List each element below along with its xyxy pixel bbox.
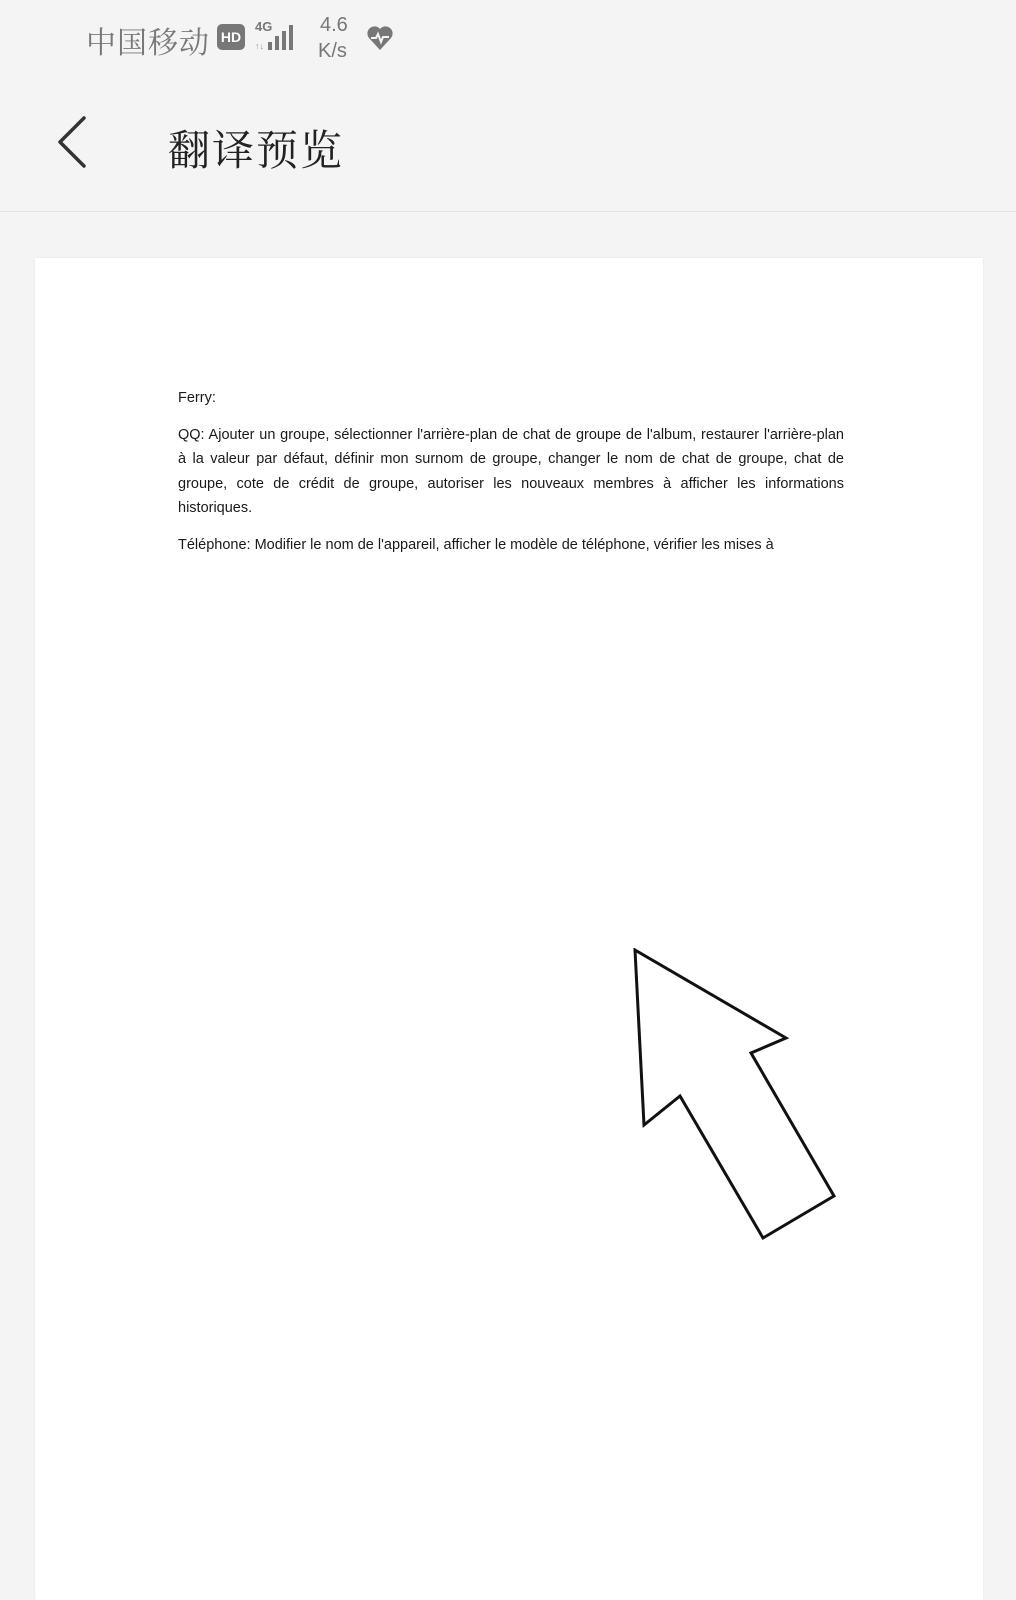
health-icon [366,24,394,52]
back-button[interactable] [50,110,100,174]
network-speed-value: 4.6 [320,14,348,36]
document-paragraph: QQ: Ajouter un groupe, sélectionner l'arrière-plan de chat de groupe de l'album, restaurer l'arrière-plan à la valeur par défaut, définir mon surnom de groupe, changer le nom de chat de groupe, chat de groupe, cote de crédit de groupe, autoriser les nouveaux membres à afficher les informations historiques. [178,426,844,516]
chevron-left-icon [50,110,100,174]
app-header [0,80,1016,212]
network-speed-unit: K/s [318,40,347,62]
svg-text:↑↓: ↑↓ [255,41,264,51]
document-greeting: Ferry: [178,390,216,406]
network-type-label: 4G [255,19,273,34]
arrow-pointer-icon [633,948,853,1258]
carrier-label: 中国移动 [86,26,210,61]
signal-icon [254,22,300,52]
status-bar [0,0,1016,80]
hd-badge: HD [217,24,245,50]
document-paragraph: Téléphone: Modifier le nom de l'appareil, afficher le modèle de téléphone, vérifier les mises à [178,536,774,553]
page-title: 翻译预览 [168,126,345,175]
document-content [178,386,844,557]
document-preview-page[interactable] [35,258,983,1600]
